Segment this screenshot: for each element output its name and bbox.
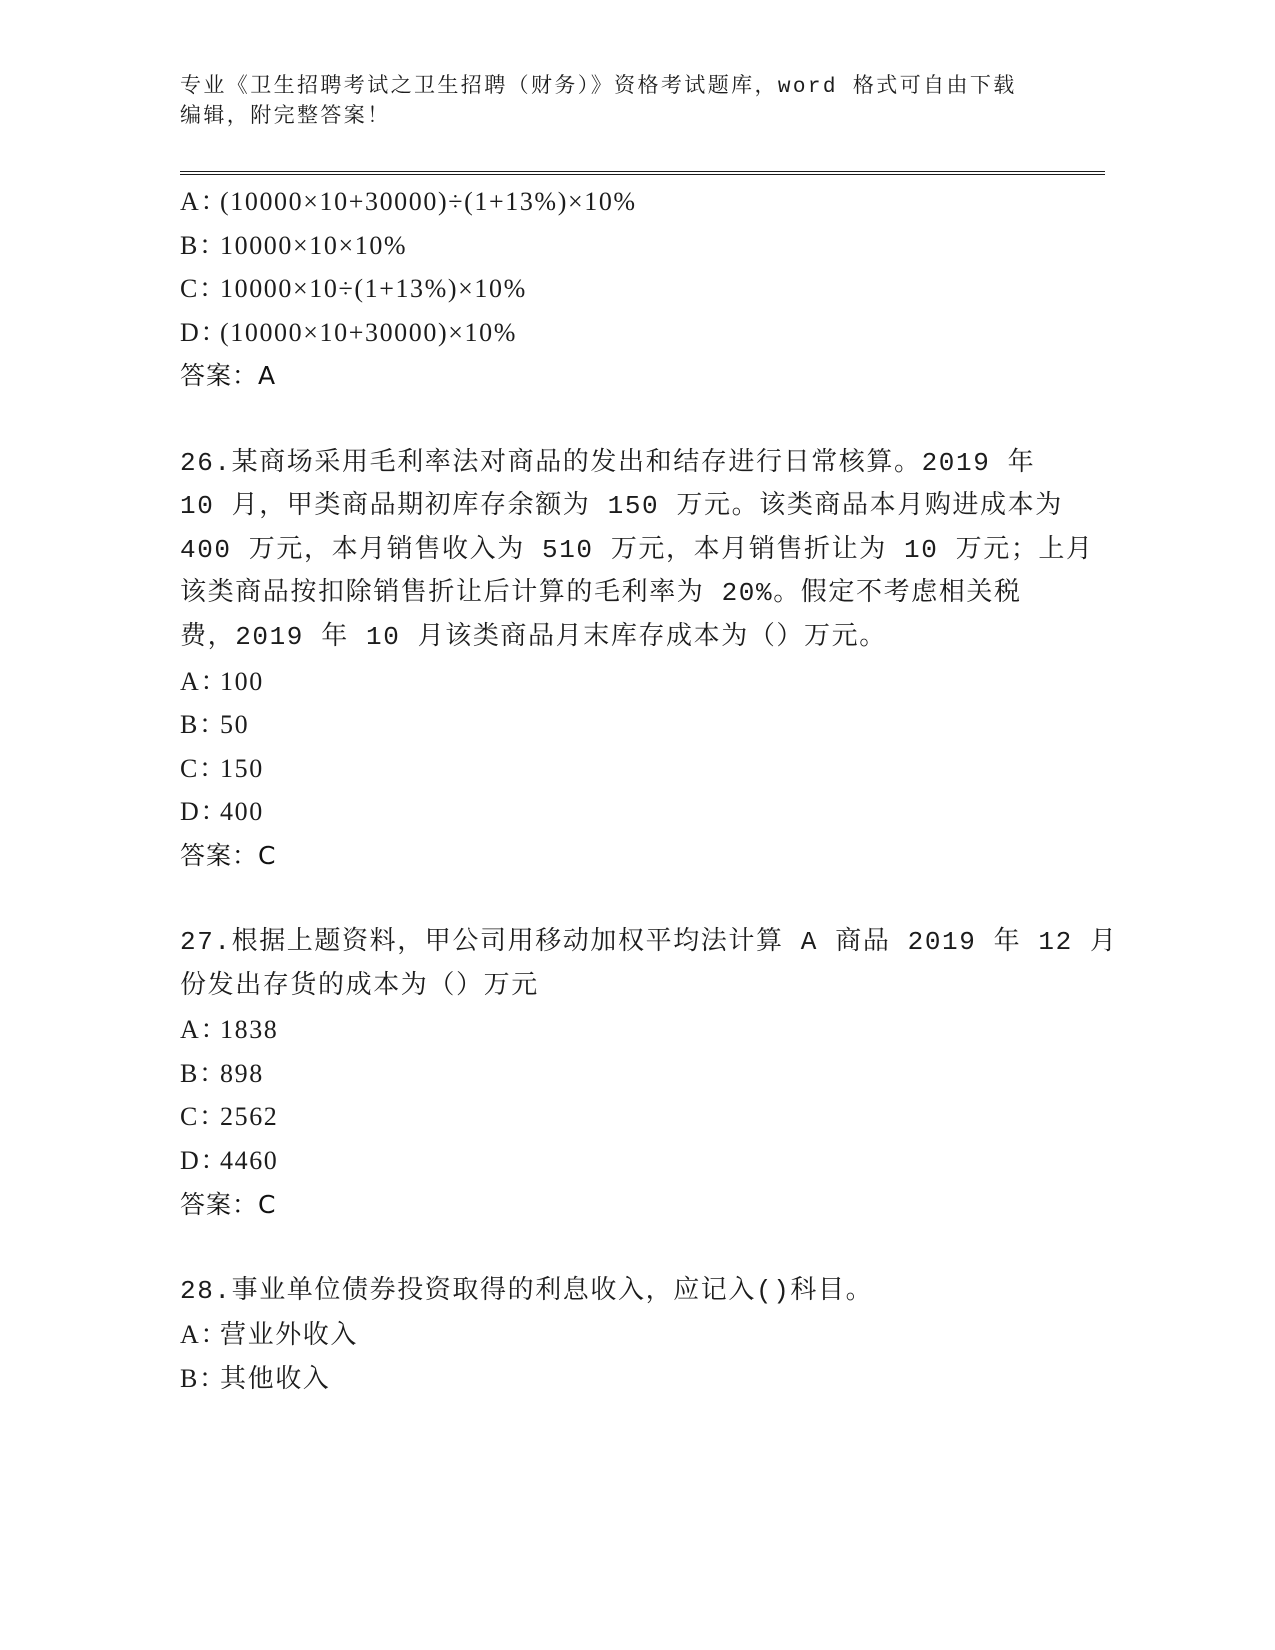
- option-d: [180, 1139, 1105, 1183]
- option-a: [180, 180, 1105, 224]
- option-text: 营业外收入: [220, 1320, 359, 1350]
- question-26: [180, 442, 1105, 878]
- document-header: [180, 73, 1105, 133]
- option-text: 10000×10÷(1+13%)×10%: [220, 274, 527, 304]
- option-label: A：: [180, 1015, 228, 1045]
- option-label: D：: [180, 797, 228, 827]
- question-stem-line: 28.事业单位债券投资取得的利息收入，应记入()科目。: [180, 1275, 874, 1306]
- option-a: [180, 1008, 1105, 1052]
- option-text: 50: [220, 710, 250, 740]
- option-label: B：: [180, 1058, 227, 1088]
- option-b: [180, 224, 1105, 268]
- option-text: (10000×10+30000)×10%: [220, 317, 517, 347]
- option-label: D：: [180, 1146, 228, 1176]
- option-label: D：: [180, 317, 228, 347]
- question-stem-line: 27.根据上题资料，甲公司用移动加权平均法计算 A 商品 2019 年 12 月: [180, 927, 1118, 958]
- option-label: A：: [180, 1320, 228, 1350]
- double-rule-divider: [180, 171, 1105, 175]
- option-label: B：: [180, 710, 227, 740]
- option-label: B：: [180, 1364, 227, 1394]
- question-list: [180, 180, 1118, 1401]
- header-title-line: 编辑，附完整答案！: [180, 106, 391, 129]
- question-28: [180, 1270, 1105, 1401]
- option-c: [180, 747, 1105, 791]
- option-label: C：: [180, 274, 227, 304]
- option-text: 10000×10×10%: [220, 230, 408, 260]
- question-stem-line: 该类商品按扣除销售折让后计算的毛利率为 20%。假定不考虑相关税: [180, 578, 1022, 609]
- option-label: C：: [180, 753, 227, 783]
- option-label: A：: [180, 666, 228, 696]
- option-text: (10000×10+30000)÷(1+13%)×10%: [220, 187, 637, 216]
- option-label: A：: [180, 187, 228, 216]
- option-label: C：: [180, 1102, 227, 1132]
- option-a: [180, 660, 1105, 704]
- option-d: [180, 790, 1105, 834]
- question-stem-line: 400 万元，本月销售收入为 510 万元，本月销售折让为 10 万元；上月: [180, 534, 1094, 565]
- option-text: 1838: [220, 1015, 279, 1045]
- option-a: [180, 1313, 1105, 1357]
- answer-line: 答案：C: [180, 1189, 277, 1219]
- question-stem-line: 26.某商场采用毛利率法对商品的发出和结存进行日常核算。2019 年: [180, 447, 1036, 478]
- option-label: B：: [180, 230, 227, 260]
- option-c: [180, 1095, 1105, 1139]
- header-title-line: 专业《卫生招聘考试之卫生招聘（财务）》资格考试题库，word 格式可自由下载: [180, 76, 1017, 99]
- answer-line: 答案：C: [180, 840, 277, 870]
- option-text: 2562: [220, 1102, 279, 1132]
- question-stem-line: 10 月，甲类商品期初库存余额为 150 万元。该类商品本月购进成本为: [180, 491, 1063, 522]
- option-b: [180, 703, 1105, 747]
- option-text: 898: [220, 1058, 264, 1088]
- option-c: [180, 267, 1105, 311]
- question-stem-line: 费，2019 年 10 月该类商品月末库存成本为（）万元。: [180, 621, 887, 652]
- option-text: 100: [220, 666, 264, 696]
- answer-line: 答案：A: [180, 361, 277, 391]
- option-text: 4460: [220, 1146, 279, 1176]
- option-text: 150: [220, 753, 264, 783]
- option-b: [180, 1357, 1105, 1401]
- option-d: [180, 311, 1105, 355]
- question-stem-line: 份发出存货的成本为（）万元: [180, 970, 539, 1001]
- question-25: [180, 180, 1105, 398]
- question-27: [180, 921, 1118, 1226]
- option-text: 其他收入: [220, 1364, 331, 1394]
- option-b: [180, 1052, 1105, 1096]
- option-text: 400: [220, 797, 264, 827]
